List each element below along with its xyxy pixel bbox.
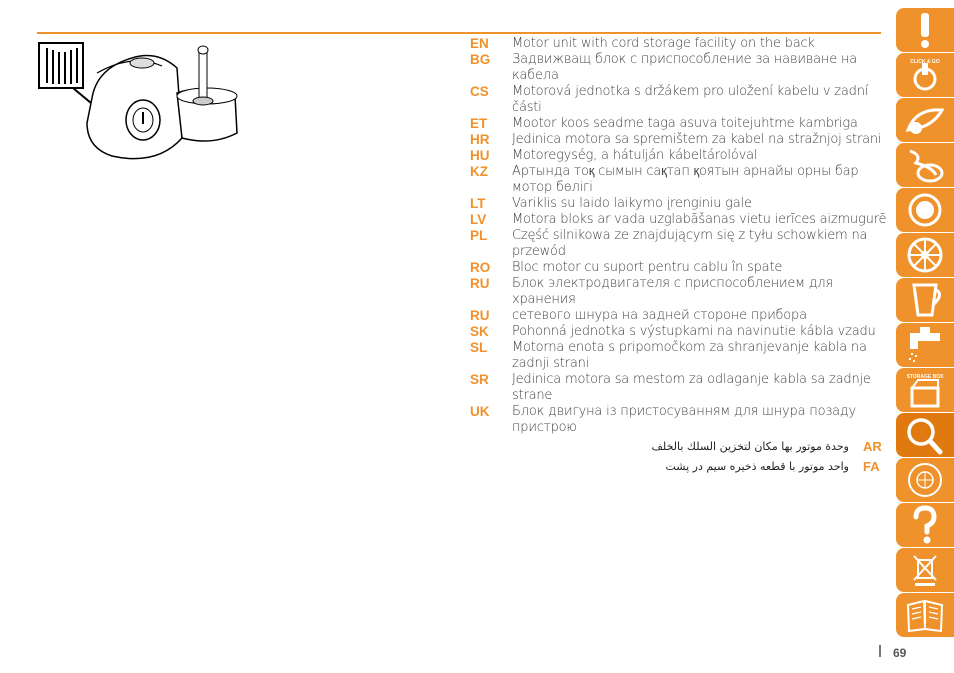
language-code: RU	[470, 276, 490, 291]
rtl-language-row	[470, 458, 881, 476]
rtl-language-row	[470, 438, 881, 456]
language-code: LT	[470, 196, 486, 211]
language-text: сетевого шнура на задней стороне прибора	[512, 308, 807, 323]
language-row	[470, 260, 890, 276]
cleaning-tap-icon	[902, 325, 948, 365]
language-code: HU	[470, 148, 490, 163]
language-text: Pohonná jednotka s výstupkami na navinutie kábla vzadu	[512, 324, 876, 339]
world-wide-guarantee-icon	[902, 460, 948, 500]
language-code: SL	[470, 340, 488, 355]
language-row	[470, 372, 890, 404]
language-row	[470, 196, 890, 212]
language-row	[470, 148, 890, 164]
language-code: ET	[470, 116, 488, 131]
language-row	[470, 132, 890, 148]
language-code: KZ	[470, 164, 488, 179]
language-code: CS	[470, 84, 489, 99]
click-and-go-icon	[902, 55, 948, 95]
language-text: Блок электродвигателя с приспособлением для хранения	[512, 276, 833, 307]
language-code: EN	[470, 36, 489, 51]
svg-text:CLICK & GO: CLICK & GO	[910, 59, 940, 65]
shredding-disc-icon	[902, 190, 948, 230]
language-text: Задвижващ блок с приспособление за навиване на кабела	[512, 52, 858, 83]
language-text: وحدة موتور بها مكان لتخزين السلك بالخلف	[651, 440, 849, 453]
tab-search[interactable]	[896, 413, 954, 457]
storage-box-icon	[902, 370, 948, 410]
recipe-book-icon	[902, 595, 948, 635]
tab-recipes[interactable]	[896, 593, 954, 637]
question-icon	[902, 505, 948, 545]
language-text: Motor unit with cord storage facility on the back	[512, 36, 815, 51]
grating-disc-icon	[902, 145, 948, 185]
language-text: Variklis su laido laikymo įrenginiu gale	[512, 196, 752, 211]
tab-environment[interactable]	[896, 548, 954, 592]
language-text: Motora bloks ar vada uzglabāšanas vietu ierīces aizmugurē	[512, 212, 887, 227]
language-text: Блок двигуна із пристосуванням для шнура позаду пристрою	[512, 404, 857, 435]
tab-citrus[interactable]	[896, 233, 954, 277]
language-row	[470, 36, 890, 52]
citrus-press-icon	[902, 235, 948, 275]
exclamation-icon	[902, 10, 948, 50]
language-row	[470, 212, 890, 228]
language-text: Motorová jednotka s držákem pro uložení kabelu v zadní části	[512, 84, 869, 115]
magnifier-icon	[902, 415, 948, 455]
language-text: Артында тоқ сымын сақтап қоятын арнайы орны бар мотор бөлігі	[512, 164, 859, 195]
disposal-bin-icon	[902, 550, 948, 590]
slicing-disc-icon	[902, 100, 948, 140]
language-code: LV	[470, 212, 487, 227]
tab-grating[interactable]	[896, 143, 954, 187]
language-row	[470, 340, 890, 372]
blender-jar-icon	[902, 280, 948, 320]
language-code: SK	[470, 324, 489, 339]
language-code: SR	[470, 372, 489, 387]
language-row	[470, 276, 890, 308]
language-text: Mootor koos seadme taga asuva toitejuhtme kambriga	[512, 116, 858, 131]
language-code: BG	[470, 52, 491, 67]
language-code: RO	[470, 260, 491, 275]
language-text: Jedinica motora sa mestom za odlaganje kabla sa zadnje strane	[512, 372, 871, 403]
language-list	[470, 36, 890, 476]
language-row	[470, 116, 890, 132]
tab-cleaning[interactable]	[896, 323, 954, 367]
language-row	[470, 308, 890, 324]
language-code: PL	[470, 228, 488, 243]
tab-guarantee[interactable]	[896, 458, 954, 502]
language-code: RU	[470, 308, 490, 323]
tab-storage[interactable]	[896, 368, 954, 412]
language-row	[470, 228, 890, 260]
language-text: Część silnikowa ze znajdującym się z tyłu schowkiem na przewód	[512, 228, 868, 259]
tab-blender[interactable]	[896, 278, 954, 322]
language-text: Jedinica motora sa spremištem za kabel na stražnjoj strani	[512, 132, 882, 147]
language-row	[470, 84, 890, 116]
page-number-divider	[879, 645, 881, 657]
language-code: FA	[863, 459, 880, 474]
language-text: Motoregység, a hátulján kábeltárolóval	[512, 148, 758, 163]
tab-safety[interactable]	[896, 8, 954, 52]
tab-slicing[interactable]	[896, 98, 954, 142]
language-row	[470, 324, 890, 340]
language-text: Bloc motor cu suport pentru cablu în spate	[512, 260, 783, 275]
language-row	[470, 404, 890, 436]
tab-click-and-go[interactable]	[896, 53, 954, 97]
language-code: AR	[863, 439, 882, 454]
tab-shredding[interactable]	[896, 188, 954, 232]
language-text: Motorna enota s pripomočkom za shranjevanje kabla na zadnji strani	[512, 340, 867, 371]
language-code: UK	[470, 404, 490, 419]
top-rule	[37, 32, 881, 34]
motor-unit-illustration	[37, 38, 247, 168]
language-row	[470, 52, 890, 84]
tab-troubleshooting[interactable]	[896, 503, 954, 547]
svg-text:STORAGE BOX: STORAGE BOX	[906, 374, 944, 380]
language-row	[470, 164, 890, 196]
page-number: 69	[893, 646, 907, 660]
language-text: واحد موتور با قطعه ذخيره سيم در پشت	[665, 460, 849, 473]
language-code: HR	[470, 132, 490, 147]
